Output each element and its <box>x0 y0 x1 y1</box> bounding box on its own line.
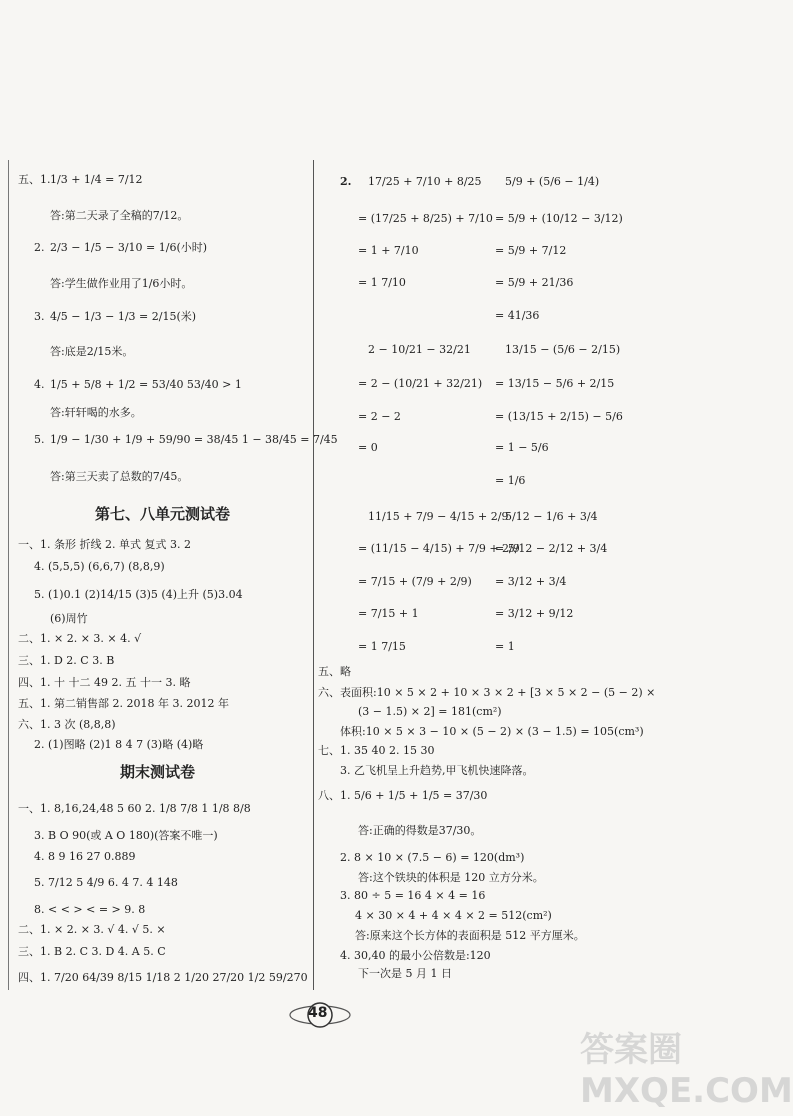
calc6-line1: 5/12 − 1/6 + 3/4 <box>505 510 598 523</box>
s5-2-answer: 答:学生做作业用了1/6小时。 <box>50 277 193 290</box>
calc4-line1: 13/15 − (5/6 − 2/15) <box>505 343 621 356</box>
page-number: 48 <box>308 1005 328 1021</box>
calc5-line5: = 1 7/15 <box>358 640 406 653</box>
u7-part-1-q5: 5. (1)0.1 (2)14/15 (3)5 (4)上升 (5)3.04 <box>34 588 243 601</box>
s5-1-label: 五、1. <box>18 173 51 186</box>
s5-5-label: 5. <box>34 433 45 446</box>
s5-4-label: 4. <box>34 378 45 391</box>
heading-final-test: 期末测试卷 <box>120 763 196 781</box>
s5-2-label: 2. <box>34 241 45 254</box>
calc6-line3: = 3/12 + 3/4 <box>495 575 567 588</box>
r-part-8-q4-line2: 下一次是 5 月 1 日 <box>358 967 452 980</box>
s5-3-label: 3. <box>34 310 45 323</box>
calc4-line2: = 13/15 − 5/6 + 2/15 <box>495 377 615 390</box>
r-part-6-line1: 六、表面积:10 × 5 × 2 + 10 × 3 × 2 + [3 × 5 × 2 − (5 − 2) × <box>318 686 656 699</box>
u7-part-1-q6: (6)周竹 <box>50 612 88 625</box>
calc2-line3: = 5/9 + 7/12 <box>495 244 567 257</box>
u7-part-4: 四、1. 十 十二 49 2. 五 十一 3. 略 <box>18 676 191 689</box>
calc5-line4: = 7/15 + 1 <box>358 607 419 620</box>
u7-part-3: 三、1. D 2. C 3. B <box>18 654 115 667</box>
s5-1-equation: 1/3 + 1/4 = 7/12 <box>50 173 143 186</box>
watermark-logo: 答案圈 MXQE.COM <box>580 1030 793 1111</box>
final-part-1-q8: 8. < < > < = > 9. 8 <box>34 903 146 916</box>
calc6-line4: = 3/12 + 9/12 <box>495 607 574 620</box>
r-part-8-q3: 3. 80 ÷ 5 = 16 4 × 4 = 16 <box>340 889 486 902</box>
u7-part-2: 二、1. × 2. × 3. × 4. √ <box>18 632 142 645</box>
r-part-6-line2: (3 − 1.5) × 2] = 181(cm²) <box>358 705 502 718</box>
calc1-line2: = (17/25 + 8/25) + 7/10 <box>358 212 493 225</box>
calc1-line1: 17/25 + 7/10 + 8/25 <box>368 175 482 188</box>
calc5-line2: = (11/15 − 4/15) + 7/9 + 2/9 <box>358 542 520 555</box>
u7-part-6-q2: 2. (1)图略 (2)1 8 4 7 (3)略 (4)略 <box>34 738 204 751</box>
r2-label: 2. <box>340 175 352 188</box>
s5-3-equation: 4/5 − 1/3 − 1/3 = 2/15(米) <box>50 310 197 323</box>
r-part-8-q3-answer: 答:原来这个长方体的表面积是 512 平方厘米。 <box>355 929 585 942</box>
calc3-line3: = 2 − 2 <box>358 410 401 423</box>
final-part-2: 二、1. × 2. × 3. √ 4. √ 5. × <box>18 923 166 936</box>
s5-4-answer: 答:轩轩喝的水多。 <box>50 406 142 419</box>
calc4-line5: = 1/6 <box>495 474 526 487</box>
calc2-line4: = 5/9 + 21/36 <box>495 276 574 289</box>
calc5-line1: 11/15 + 7/9 − 4/15 + 2/9 <box>368 510 509 523</box>
r-part-8-q3-line2: 4 × 30 × 4 + 4 × 4 × 2 = 512(cm²) <box>355 909 552 922</box>
calc1-line3: = 1 + 7/10 <box>358 244 419 257</box>
u7-part-1: 一、1. 条形 折线 2. 单式 复式 3. 2 <box>18 538 191 551</box>
u7-part-6: 六、1. 3 次 (8,8,8) <box>18 718 116 731</box>
calc4-line4: = 1 − 5/6 <box>495 441 549 454</box>
s5-1-answer: 答:第二天录了全稿的7/12。 <box>50 209 189 222</box>
s5-5-equation: 1/9 − 1/30 + 1/9 + 59/90 = 38/45 1 − 38/45 = 7/45 <box>50 433 338 446</box>
final-part-1-q5: 5. 7/12 5 4/9 6. 4 7. 4 148 <box>34 876 178 889</box>
r-part-5: 五、略 <box>318 665 351 678</box>
s5-5-answer: 答:第三天卖了总数的7/45。 <box>50 470 189 483</box>
calc2-line2: = 5/9 + (10/12 − 3/12) <box>495 212 623 225</box>
calc2-line5: = 41/36 <box>495 309 540 322</box>
calc3-line2: = 2 − (10/21 + 32/21) <box>358 377 483 390</box>
calc6-line2: = 5/12 − 2/12 + 3/4 <box>495 542 608 555</box>
s5-3-answer: 答:底是2/15米。 <box>50 345 134 358</box>
r-part-6-volume: 体积:10 × 5 × 3 − 10 × (5 − 2) × (3 − 1.5) = 105(cm³) <box>340 725 644 738</box>
column-divider <box>313 160 314 990</box>
calc5-line3: = 7/15 + (7/9 + 2/9) <box>358 575 472 588</box>
calc2-line1: 5/9 + (5/6 − 1/4) <box>505 175 600 188</box>
u7-part-1-q4: 4. (5,5,5) (6,6,7) (8,8,9) <box>34 560 165 573</box>
final-part-1-q3: 3. B O 90(或 A O 180)(答案不唯一) <box>34 829 218 842</box>
r-part-7-q1: 七、1. 35 40 2. 15 30 <box>318 744 435 757</box>
final-part-1-q4: 4. 8 9 16 27 0.889 <box>34 850 136 863</box>
left-border-line <box>8 160 9 990</box>
s5-4-equation: 1/5 + 5/8 + 1/2 = 53/40 53/40 > 1 <box>50 378 242 391</box>
u7-part-5: 五、1. 第二销售部 2. 2018 年 3. 2012 年 <box>18 697 229 710</box>
r-part-7-q3: 3. 乙飞机呈上升趋势,甲飞机快速降落。 <box>340 764 534 777</box>
r-part-8-q2: 2. 8 × 10 × (7.5 − 6) = 120(dm³) <box>340 851 525 864</box>
final-part-4: 四、1. 7/20 64/39 8/15 1/18 2 1/20 27/20 1/2 59/270 <box>18 971 308 984</box>
final-part-1: 一、1. 8,16,24,48 5 60 2. 1/8 7/8 1 1/8 8/8 <box>18 802 251 815</box>
calc6-line5: = 1 <box>495 640 515 653</box>
r-part-8-q1: 八、1. 5/6 + 1/5 + 1/5 = 37/30 <box>318 789 488 802</box>
r-part-8-q1-answer: 答:正确的得数是37/30。 <box>358 824 482 837</box>
calc3-line1: 2 − 10/21 − 32/21 <box>368 343 471 356</box>
calc4-line3: = (13/15 + 2/15) − 5/6 <box>495 410 623 423</box>
calc3-line4: = 0 <box>358 441 378 454</box>
page-number-badge <box>288 1000 352 1030</box>
heading-unit-7-8: 第七、八单元测试卷 <box>95 505 231 523</box>
s5-2-equation: 2/3 − 1/5 − 3/10 = 1/6(小时) <box>50 241 208 254</box>
r-part-8-q2-answer: 答:这个铁块的体积是 120 立方分米。 <box>358 871 544 884</box>
final-part-3: 三、1. B 2. C 3. D 4. A 5. C <box>18 945 166 958</box>
r-part-8-q4: 4. 30,40 的最小公倍数是:120 <box>340 949 491 962</box>
calc1-line4: = 1 7/10 <box>358 276 406 289</box>
